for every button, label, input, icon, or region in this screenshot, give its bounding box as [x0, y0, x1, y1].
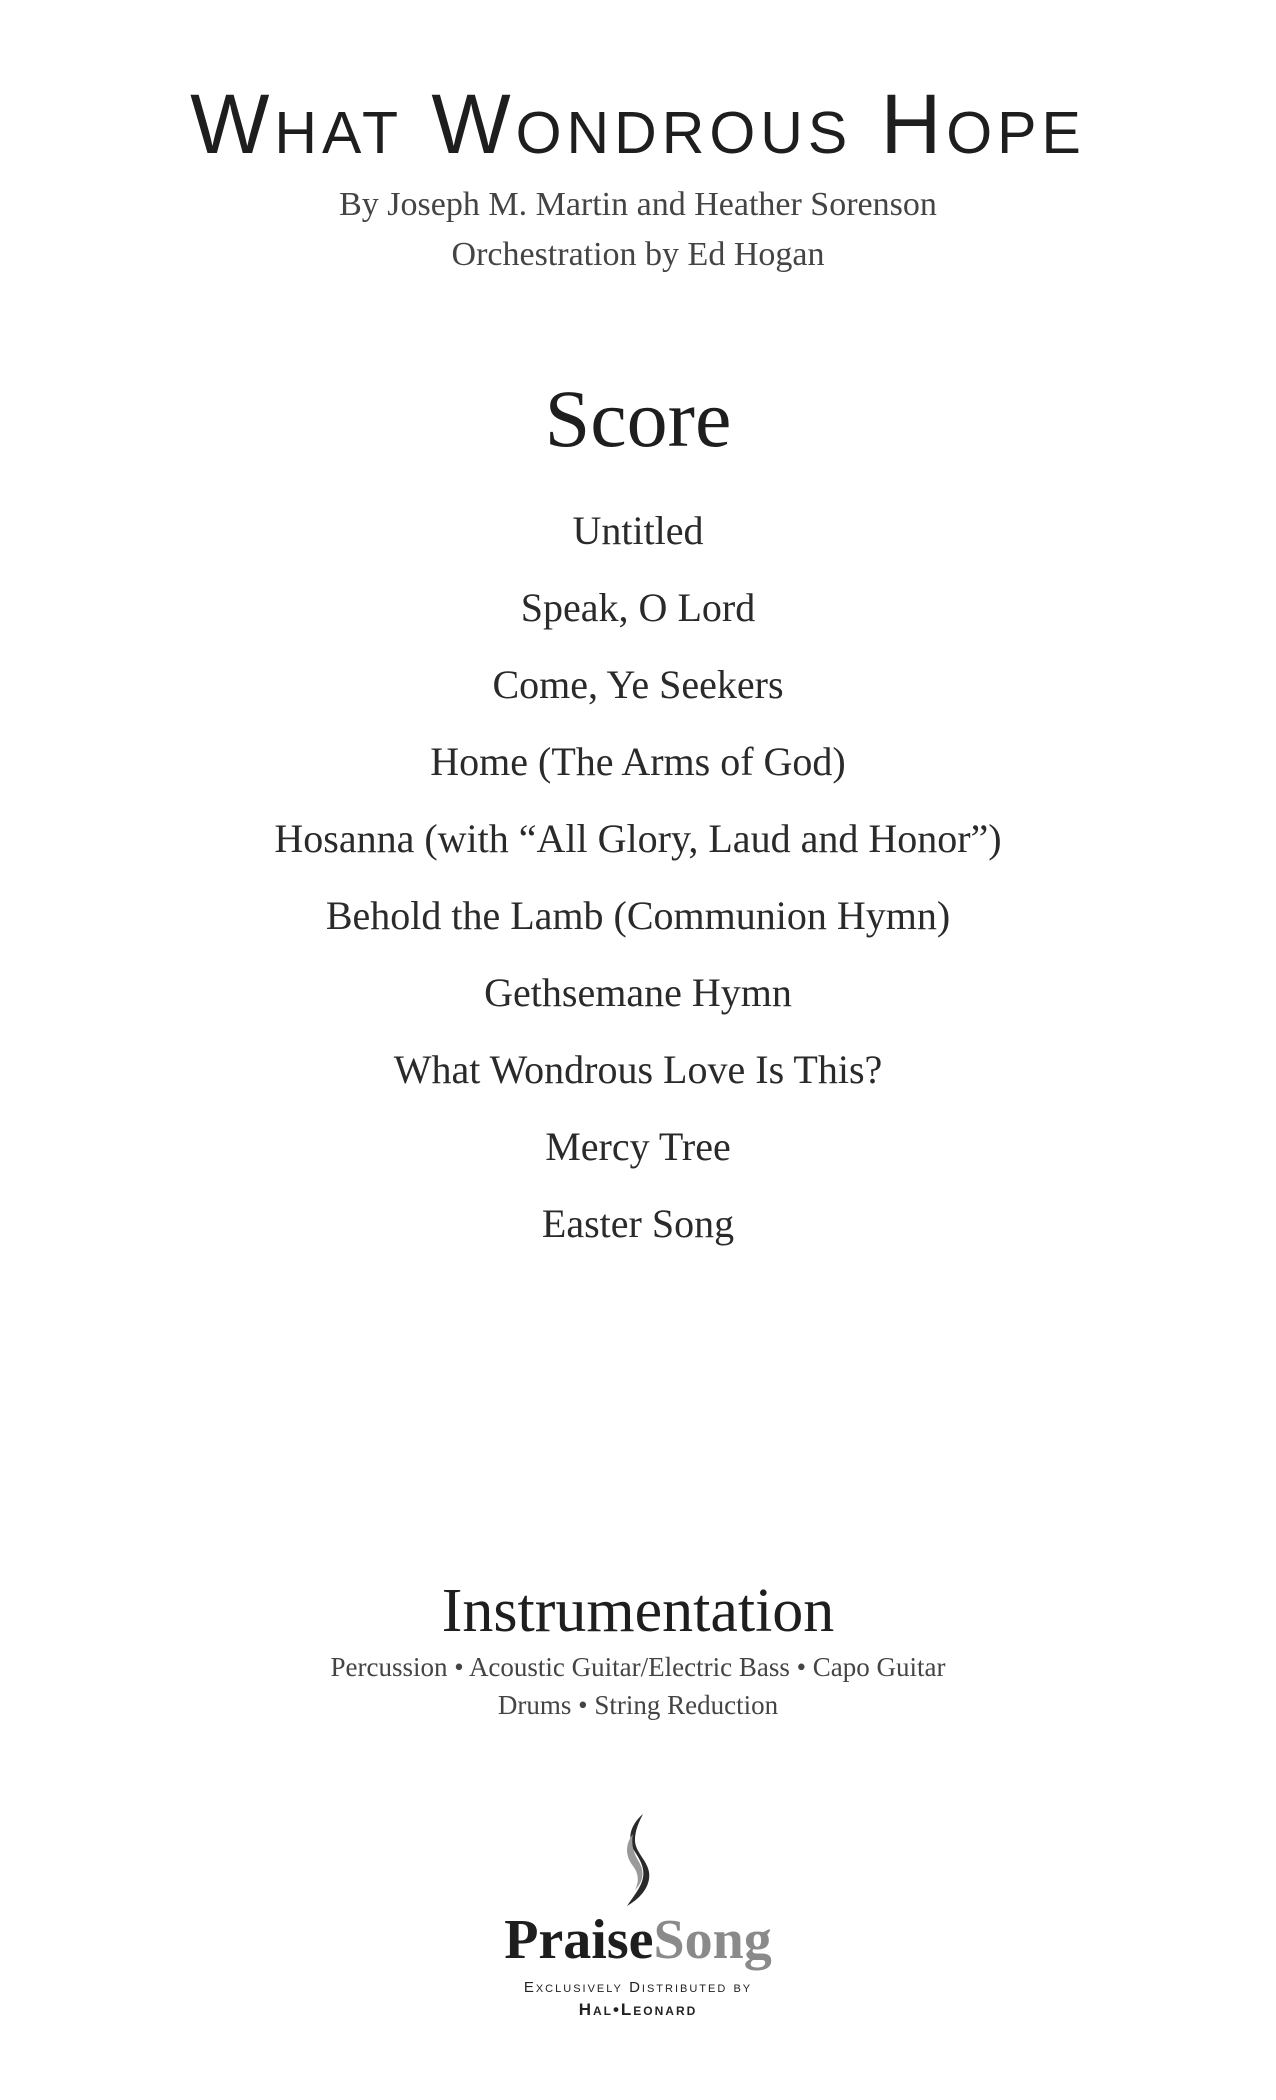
- song-item: Come, Ye Seekers: [492, 662, 784, 707]
- distributed-by-label: Exclusively Distributed by: [523, 1979, 753, 1996]
- page-title: What Wondrous Hope: [190, 77, 1086, 171]
- brand-wordmark: [0, 1909, 1276, 1971]
- song-item: What Wondrous Love Is This?: [393, 1047, 883, 1092]
- composers-credit: By Joseph M. Martin and Heather Sorenson: [339, 186, 937, 223]
- song-item: Behold the Lamb (Communion Hymn): [325, 893, 951, 938]
- song-item: Untitled: [572, 508, 704, 553]
- instrumentation-heading: Instrumentation: [441, 1577, 835, 1645]
- song-item: Easter Song: [541, 1201, 735, 1246]
- song-item: Home (The Arms of God): [430, 739, 846, 784]
- song-item: Mercy Tree: [545, 1124, 731, 1169]
- brand-song: Song: [653, 1909, 772, 1971]
- instrumentation-line-2: Drums • String Reduction: [497, 1690, 779, 1720]
- publisher-logo: [0, 1812, 1276, 2018]
- song-item: Hosanna (with “All Glory, Laud and Honor”): [274, 816, 1002, 861]
- orchestration-credit: Orchestration by Ed Hogan: [451, 236, 825, 273]
- publisher-name: Hal•Leonard: [578, 2000, 698, 2019]
- score-heading: Score: [544, 373, 732, 464]
- instrumentation-line-1: Percussion • Acoustic Guitar/Electric Bass • Capo Guitar: [330, 1652, 946, 1682]
- song-item: Gethsemane Hymn: [484, 970, 792, 1015]
- song-list: [0, 492, 1276, 1262]
- song-item: Speak, O Lord: [520, 585, 756, 630]
- flame-s-icon: [613, 1812, 663, 1908]
- brand-praise: Praise: [504, 1909, 654, 1971]
